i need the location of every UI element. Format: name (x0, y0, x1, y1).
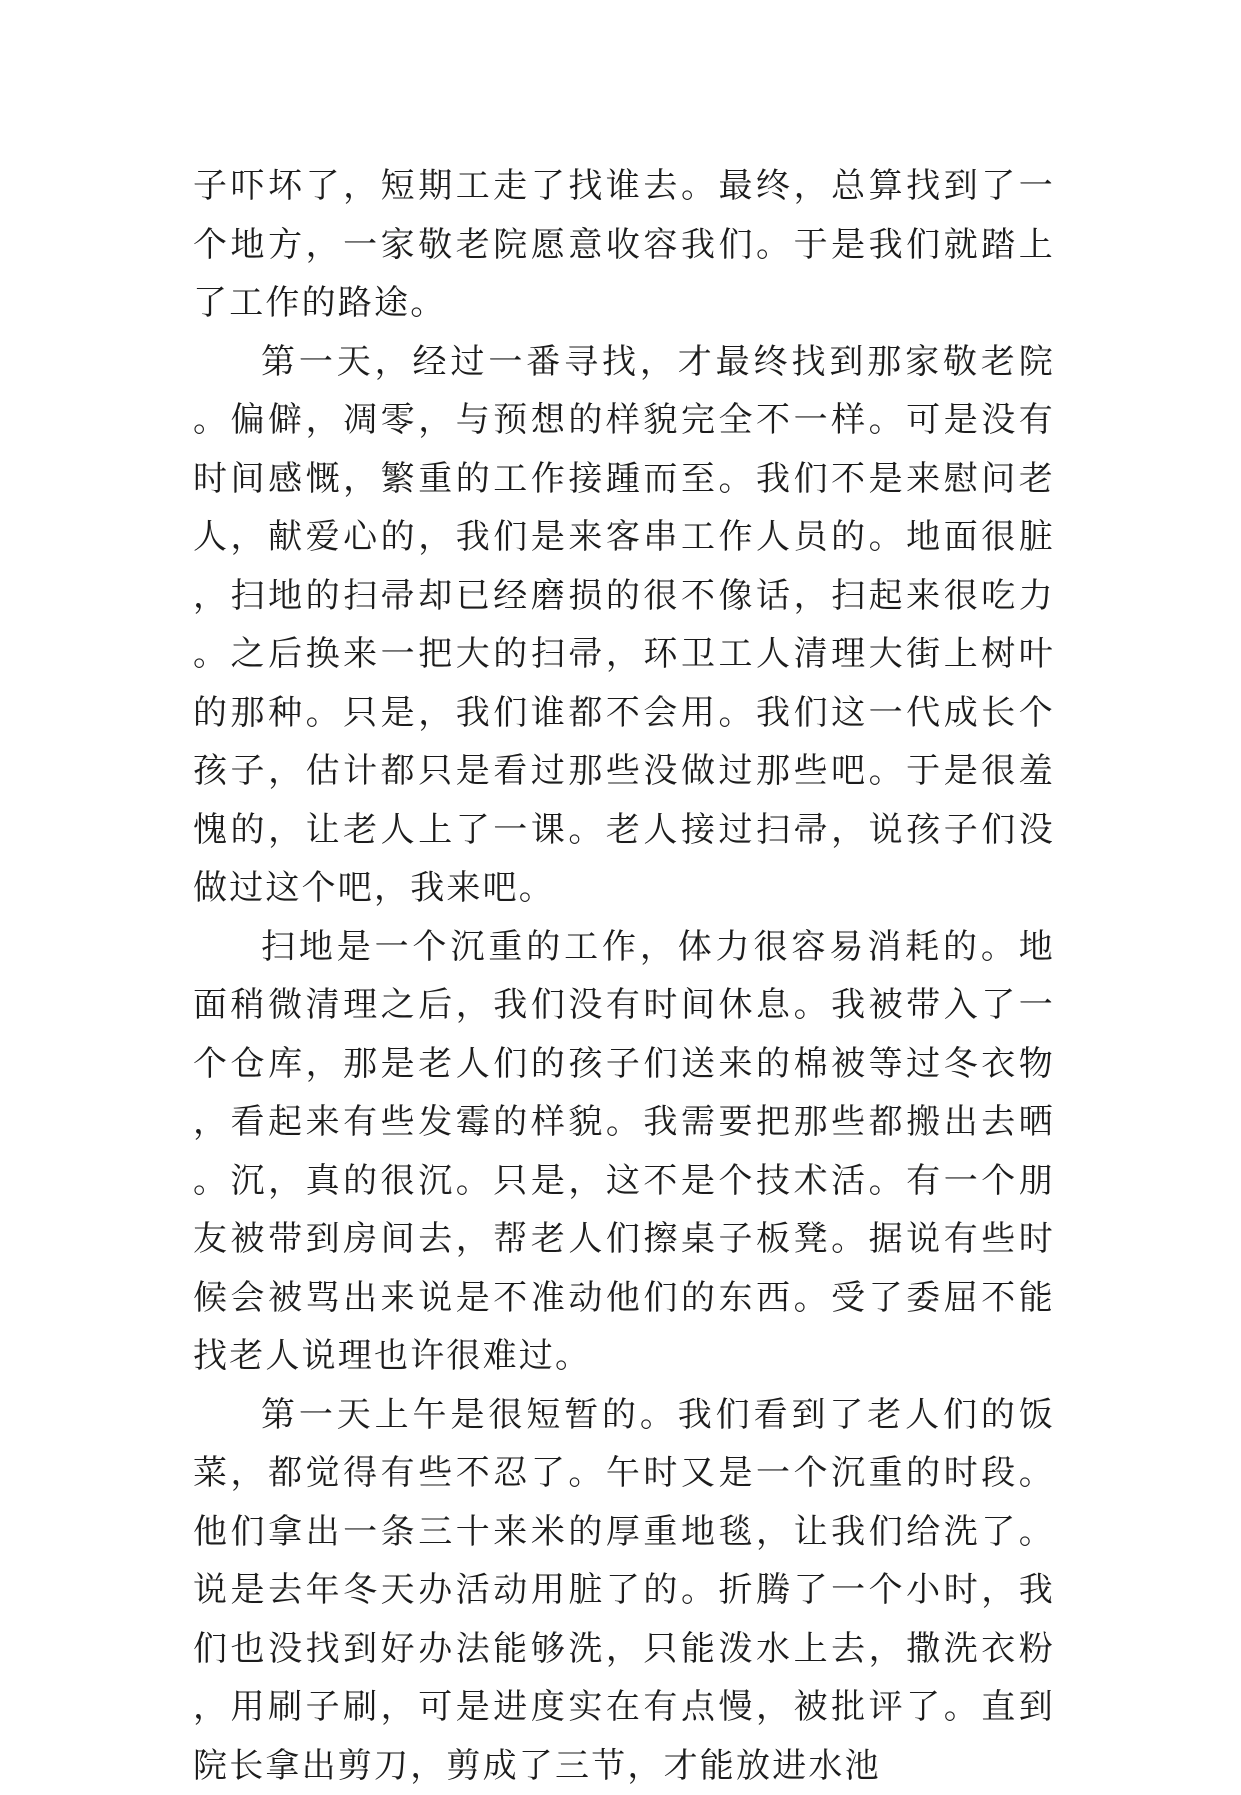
paragraph: 第一天上午是很短暂的。我们看到了老人们的饭菜，都觉得有些不忍了。午时又是一个沉重的时段。他们拿出一条三十来米的厚重地毯，让我们给洗了。说是去年冬天办活动用脏了的。折腾了一个小时，我们也没找到好办法能够洗，只能泼水上去，撒洗衣粉，用刷子刷，可是进度实在有点慢，被批评了。直到院长拿出剪刀，剪成了三节，才能放进水池 (193, 1386, 1055, 1795)
paragraph: 扫地是一个沉重的工作，体力很容易消耗的。地面稍微清理之后，我们没有时间休息。我被带入了一个仓库，那是老人们的孩子们送来的棉被等过冬衣物，看起来有些发霉的样貌。我需要把那些都搬出去晒。沉，真的很沉。只是，这不是个技术活。有一个朋友被带到房间去，帮老人们擦桌子板凳。据说有些时候会被骂出来说是不准动他们的东西。受了委屈不能找老人说理也许很难过。 (193, 918, 1055, 1386)
paragraph: 第一天，经过一番寻找，才最终找到那家敬老院。偏僻，凋零，与预想的样貌完全不一样。可是没有时间感慨，繁重的工作接踵而至。我们不是来慰问老人，献爱心的，我们是来客串工作人员的。地面很脏，扫地的扫帚却已经磨损的很不像话，扫起来很吃力。之后换来一把大的扫帚，环卫工人清理大街上树叶的那种。只是，我们谁都不会用。我们这一代成长个孩子，估计都只是看过那些没做过那些吧。于是很羞愧的，让老人上了一课。老人接过扫帚，说孩子们没做过这个吧，我来吧。 (193, 333, 1055, 918)
body-text (193, 157, 1055, 1795)
paragraph: 子吓坏了，短期工走了找谁去。最终，总算找到了一个地方，一家敬老院愿意收容我们。于是我们就踏上了工作的路途。 (193, 157, 1055, 333)
